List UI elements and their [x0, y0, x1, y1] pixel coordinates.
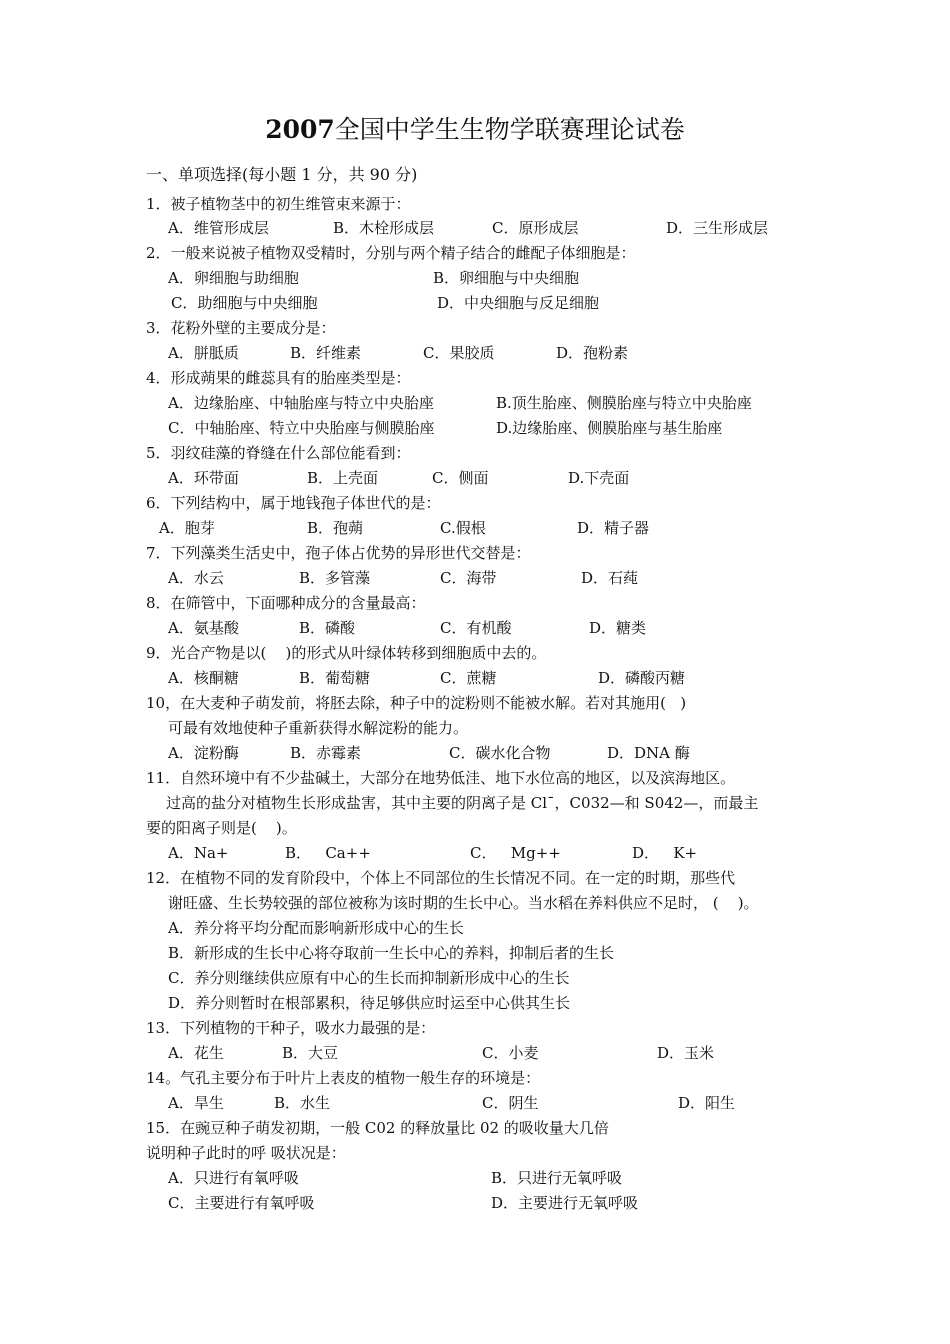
question-11-cont: 过高的盐分对植物生长形成盐害，其中主要的阴离子是 Cl¯，C032—和 S042—，而最主: [166, 794, 759, 812]
q4-option-c: C．中轴胎座、特立中央胎座与侧膜胎座: [168, 419, 435, 437]
q1-option-d: D．三生形成层: [666, 219, 769, 237]
question-1: 1．被子植物茎中的初生维管束来源于：: [146, 195, 411, 213]
question-13: 13．下列植物的干种子，吸水力最强的是：: [146, 1019, 436, 1037]
q11-option-a: A．Na+: [168, 844, 229, 862]
question-7: 7．下列藻类生活史中，孢子体占优势的异形世代交替是：: [146, 544, 531, 562]
q5-option-c: C．侧面: [432, 469, 489, 487]
q9-option-c: C．蔗糖: [440, 669, 497, 687]
q13-option-b: B．大豆: [282, 1044, 339, 1062]
q12-option-c: C．养分则继续供应原有中心的生长而抑制新形成中心的生长: [168, 969, 570, 987]
q11-option-d: D． K+: [632, 844, 698, 862]
q14-option-a: A．旱生: [168, 1094, 224, 1112]
title-text: 全国中学生生物学联赛理论试卷: [334, 115, 685, 144]
q10-option-c: C．碳水化合物: [449, 744, 551, 762]
q1-option-b: B．木栓形成层: [333, 219, 435, 237]
q5-option-b: B．上壳面: [307, 469, 379, 487]
q4-option-d: D.边缘胎座、侧膜胎座与基生胎座: [496, 419, 723, 437]
title-year: 2007: [265, 115, 335, 144]
q4-option-b: B.顶生胎座、侧膜胎座与特立中央胎座: [496, 394, 752, 412]
q6-option-c: C.假根: [440, 519, 486, 537]
q7-option-b: B．多管藻: [299, 569, 371, 587]
q6-option-a: A．胞芽: [159, 519, 215, 537]
q1-option-a: A．维管形成层: [168, 219, 269, 237]
q8-option-d: D．糖类: [589, 619, 647, 637]
q13-option-d: D．玉米: [657, 1044, 715, 1062]
q2-option-a: A．卵细胞与助细胞: [168, 269, 299, 287]
q3-option-a: A．胼胝质: [168, 344, 239, 362]
q4-option-a: A．边缘胎座、中轴胎座与特立中央胎座: [168, 394, 434, 412]
question-9: 9．光合产物是以( )的形式从叶绿体转移到细胞质中去的。: [146, 644, 547, 662]
q8-option-a: A．氨基酸: [168, 619, 239, 637]
q9-option-b: B．葡萄糖: [299, 669, 371, 687]
q7-option-a: A．水云: [168, 569, 224, 587]
q14-option-c: C．阴生: [482, 1094, 539, 1112]
q2-option-b: B．卵细胞与中央细胞: [433, 269, 580, 287]
question-6: 6．下列结构中，属于地钱孢子体世代的是：: [146, 494, 441, 512]
q7-option-d: D．石莼: [581, 569, 639, 587]
q13-option-c: C．小麦: [482, 1044, 539, 1062]
q14-option-d: D．阳生: [678, 1094, 736, 1112]
q7-option-c: C．海带: [440, 569, 497, 587]
q3-option-c: C．果胶质: [423, 344, 495, 362]
section-heading: 一、单项选择(每小题 1 分，共 90 分): [146, 165, 418, 184]
q11-option-c: C． Mg++: [470, 844, 561, 862]
q5-option-a: A．环带面: [168, 469, 239, 487]
q11-option-b: B． Ca++: [285, 844, 371, 862]
q12-option-a: A．养分将平均分配而影响新形成中心的生长: [168, 919, 464, 937]
q9-option-a: A．核酮糖: [168, 669, 239, 687]
question-15-cont: 说明种子此时的呼 吸状况是：: [146, 1144, 346, 1162]
q2-option-c: C．助细胞与中央细胞: [171, 294, 318, 312]
question-15: 15．在豌豆种子萌发初期，一般 C02 的释放量比 02 的吸收量大几倍: [146, 1119, 609, 1137]
q10-option-b: B．赤霉素: [290, 744, 362, 762]
question-14: 14。气孔主要分布于叶片上表皮的植物一般生存的环境是：: [146, 1069, 541, 1087]
question-8: 8．在筛管中，下面哪种成分的含量最高：: [146, 594, 426, 612]
question-5: 5．羽纹硅藻的脊缝在什么部位能看到：: [146, 444, 411, 462]
q3-option-b: B．纤维素: [290, 344, 362, 362]
question-12: 12．在植物不同的发育阶段中，个体上不同部位的生长情况不同。在一定的时期，那些代: [146, 869, 736, 887]
question-4: 4．形成蒴果的雌蕊具有的胎座类型是：: [146, 369, 411, 387]
question-10-cont: 可最有效地使种子重新获得水解淀粉的能力。: [168, 719, 469, 737]
q10-option-a: A．淀粉酶: [168, 744, 239, 762]
q10-option-d: D．DNA 酶: [607, 744, 690, 762]
q15-option-d: D．主要进行无氧呼吸: [491, 1194, 639, 1212]
q2-option-d: D．中央细胞与反足细胞: [437, 294, 600, 312]
q8-option-c: C．有机酸: [440, 619, 512, 637]
question-11-cont2: 要的阳离子则是( )。: [146, 819, 297, 837]
q5-option-d: D.下壳面: [568, 469, 630, 487]
q8-option-b: B．磷酸: [299, 619, 356, 637]
question-11: 11．自然环境中有不少盐碱土，大部分在地势低洼、地下水位高的地区，以及滨海地区。: [146, 769, 736, 787]
q15-option-b: B．只进行无氧呼吸: [491, 1169, 623, 1187]
q13-option-a: A．花生: [168, 1044, 224, 1062]
q15-option-a: A．只进行有氧呼吸: [168, 1169, 299, 1187]
q6-option-b: B．孢蒴: [307, 519, 364, 537]
question-3: 3．花粉外壁的主要成分是：: [146, 319, 336, 337]
q12-option-d: D．养分则暂时在根部累积，待足够供应时运至中心供其生长: [168, 994, 571, 1012]
page-title: [0, 112, 950, 148]
question-2: 2．一般来说被子植物双受精时，分别与两个精子结合的雌配子体细胞是：: [146, 244, 636, 262]
q6-option-d: D．精子器: [577, 519, 650, 537]
q14-option-b: B．水生: [274, 1094, 331, 1112]
q9-option-d: D．磷酸丙糖: [598, 669, 686, 687]
q1-option-c: C．原形成层: [492, 219, 579, 237]
q3-option-d: D．孢粉素: [556, 344, 629, 362]
question-10: 10，在大麦种子萌发前，将胚去除，种子中的淀粉则不能被水解。若对其施用( ): [146, 694, 687, 712]
q15-option-c: C．主要进行有氧呼吸: [168, 1194, 315, 1212]
q12-option-b: B．新形成的生长中心将夺取前一生长中心的养料，抑制后者的生长: [168, 944, 615, 962]
question-12-cont: 谢旺盛、生长势较强的部位被称为该时期的生长中心。当水稻在养料供应不足时， ( )。: [168, 894, 759, 912]
